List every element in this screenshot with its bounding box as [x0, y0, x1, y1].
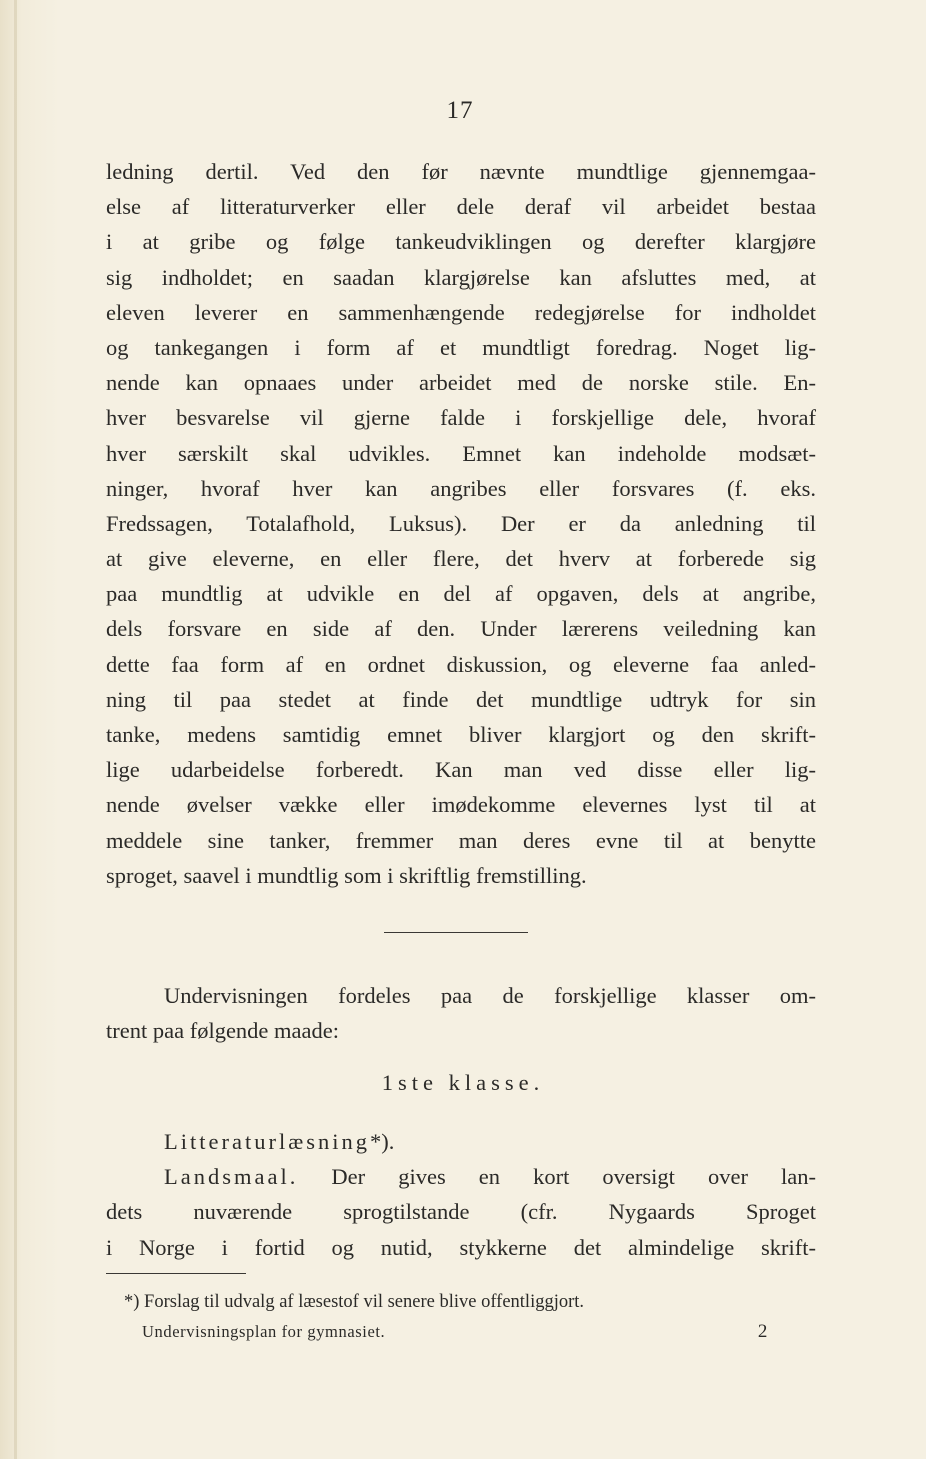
text-line: Undervisningen fordeles paa de forskjellige klasser om- — [164, 983, 816, 1008]
section-divider — [384, 932, 528, 933]
sheet-number: 2 — [757, 1321, 768, 1342]
paragraph-1 — [106, 154, 816, 893]
text-line: sig indholdet; en saadan klargjørelse kan afsluttes med, at — [106, 264, 816, 290]
text-line: og tankegangen i form af et mundtligt foredrag. Noget lig- — [106, 334, 816, 360]
signature-title: Undervisningsplan for gymnasiet. — [142, 1322, 386, 1341]
text-line — [106, 1159, 816, 1194]
text-line: at give eleverne, en eller flere, det hverv at forberede sig — [106, 546, 816, 572]
intro-paragraph — [106, 978, 816, 1048]
text-line: Fredssagen, Totalafhold, Luksus). Der er da anledning til — [106, 510, 816, 536]
subheading — [106, 1124, 816, 1159]
footnote-divider — [106, 1273, 246, 1274]
text-line: dels forsvare en side af den. Under lærerens veiledning kan — [106, 616, 816, 642]
text-line: tanke, medens samtidig emnet bliver klargjort og den skrift- — [106, 722, 816, 747]
page-gutter — [14, 0, 17, 1459]
text-line: ning til paa stedet at finde det mundtlige udtryk for sin — [106, 686, 816, 712]
signature-line — [142, 1320, 768, 1344]
subheading-title: Litteraturlæsning — [164, 1129, 370, 1154]
text-line: dette faa form af en ordnet diskussion, og eleverne faa anled- — [106, 651, 816, 677]
text-line: hver besvarelse vil gjerne falde i forskjellige dele, hvoraf — [106, 405, 816, 431]
text-line: hver særskilt skal udvikles. Emnet kan indeholde modsæt- — [106, 440, 816, 466]
text-line: sproget, saavel i mundtlig som i skriftlig fremstilling. — [106, 862, 587, 888]
line-text: Der gives en kort oversigt over lan- — [331, 1164, 817, 1190]
text-line: else af litteraturverker eller dele deraf vil arbeidet bestaa — [106, 194, 816, 220]
text-line: lige udarbeidelse forberedt. Kan man ved disse eller lig- — [106, 757, 816, 783]
text-line: i Norge i fortid og nutid, stykkerne det almindelige skrift- — [106, 1234, 816, 1260]
footnote-marker: *) — [124, 1292, 140, 1312]
footnote-text: Forslag til udvalg af læsestof vil senere blive offentliggjort. — [144, 1292, 585, 1312]
text-line: meddele sine tanker, fremmer man deres evne til at benytte — [106, 827, 816, 853]
text-line: ninger, hvoraf hver kan angribes eller forsvares (f. eks. — [106, 475, 816, 501]
text-line: dets nuværende sprogtilstande (cfr. Nygaards Sproget — [106, 1199, 816, 1225]
lead-word: Landsmaal. — [164, 1164, 299, 1190]
text-line: nende øvelser vække eller imødekomme elevernes lyst til at — [106, 792, 816, 818]
text-line: eleven leverer en sammenhængende redegjørelse for indholdet — [106, 299, 816, 325]
text-line: i at gribe og følge tankeudviklingen og derefter klargjøre — [106, 229, 816, 255]
class-heading: 1ste klasse. — [381, 1070, 545, 1095]
text-line: trent paa følgende maade: — [106, 1018, 340, 1044]
text-line: paa mundtlig at udvikle en del af opgaven, dels at angribe, — [106, 581, 816, 607]
subsection — [106, 1124, 816, 1265]
text-line: nende kan opnaaes under arbeidet med de norske stile. En- — [106, 370, 816, 396]
page-number: 17 — [446, 97, 474, 124]
text-line: ledning dertil. Ved den før nævnte mundtlige gjennemgaa- — [106, 159, 816, 184]
footnote-marker: *). — [369, 1129, 395, 1154]
footnote — [124, 1289, 816, 1315]
